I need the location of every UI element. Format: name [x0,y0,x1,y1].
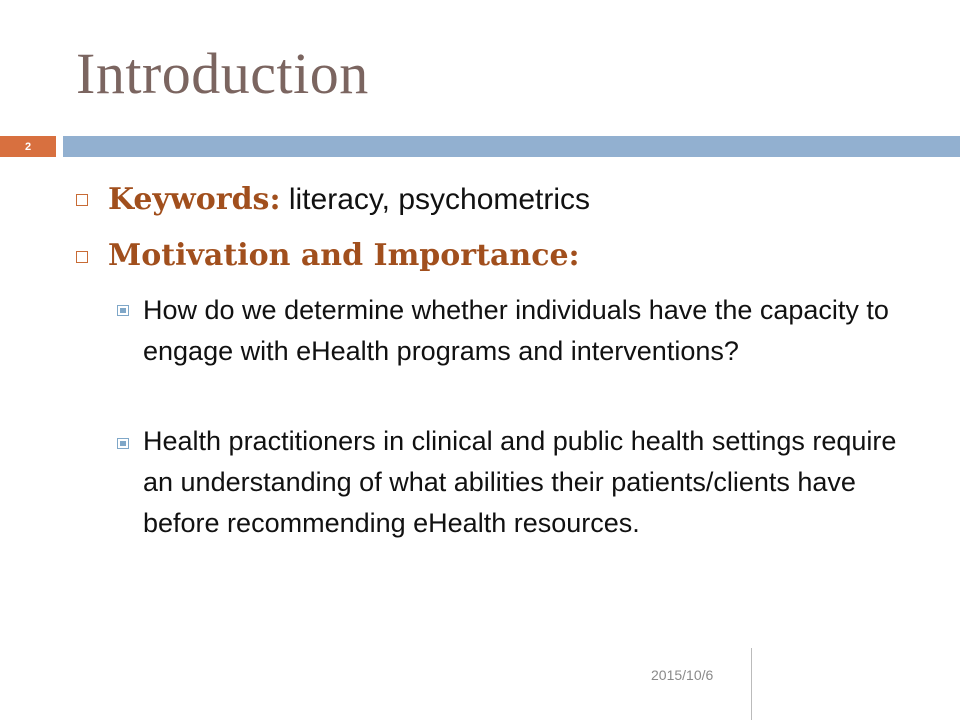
sub-bullet-text-1: How do we determine whether individuals have the capacity to engage with eHealth programs and interventions? [143,295,889,366]
sub-bullet-text-2: Health practitioners in clinical and public health settings require an understanding of what abilities their patients/clients have before recommending eHealth resources. [143,426,897,538]
sub-bullet-icon [117,438,129,449]
footer-divider [751,648,752,720]
square-bullet-icon [76,251,88,263]
slide-title: Introduction [76,41,369,106]
title-rule-bar [63,136,960,157]
sub-bullet-icon [117,305,129,316]
slide-number-badge [0,136,56,157]
bullet-keyword-label: Motivation and Importance: [108,238,580,273]
footer-date: 2015/10/6 [651,667,714,683]
bullet-text: literacy, psychometrics [280,183,591,216]
slide-number: 2 [24,140,32,153]
bullet-keywords [108,182,590,217]
square-bullet-icon [76,194,88,206]
bullet-keyword-label: Keywords: [108,182,281,217]
bullet-motivation [108,238,580,273]
